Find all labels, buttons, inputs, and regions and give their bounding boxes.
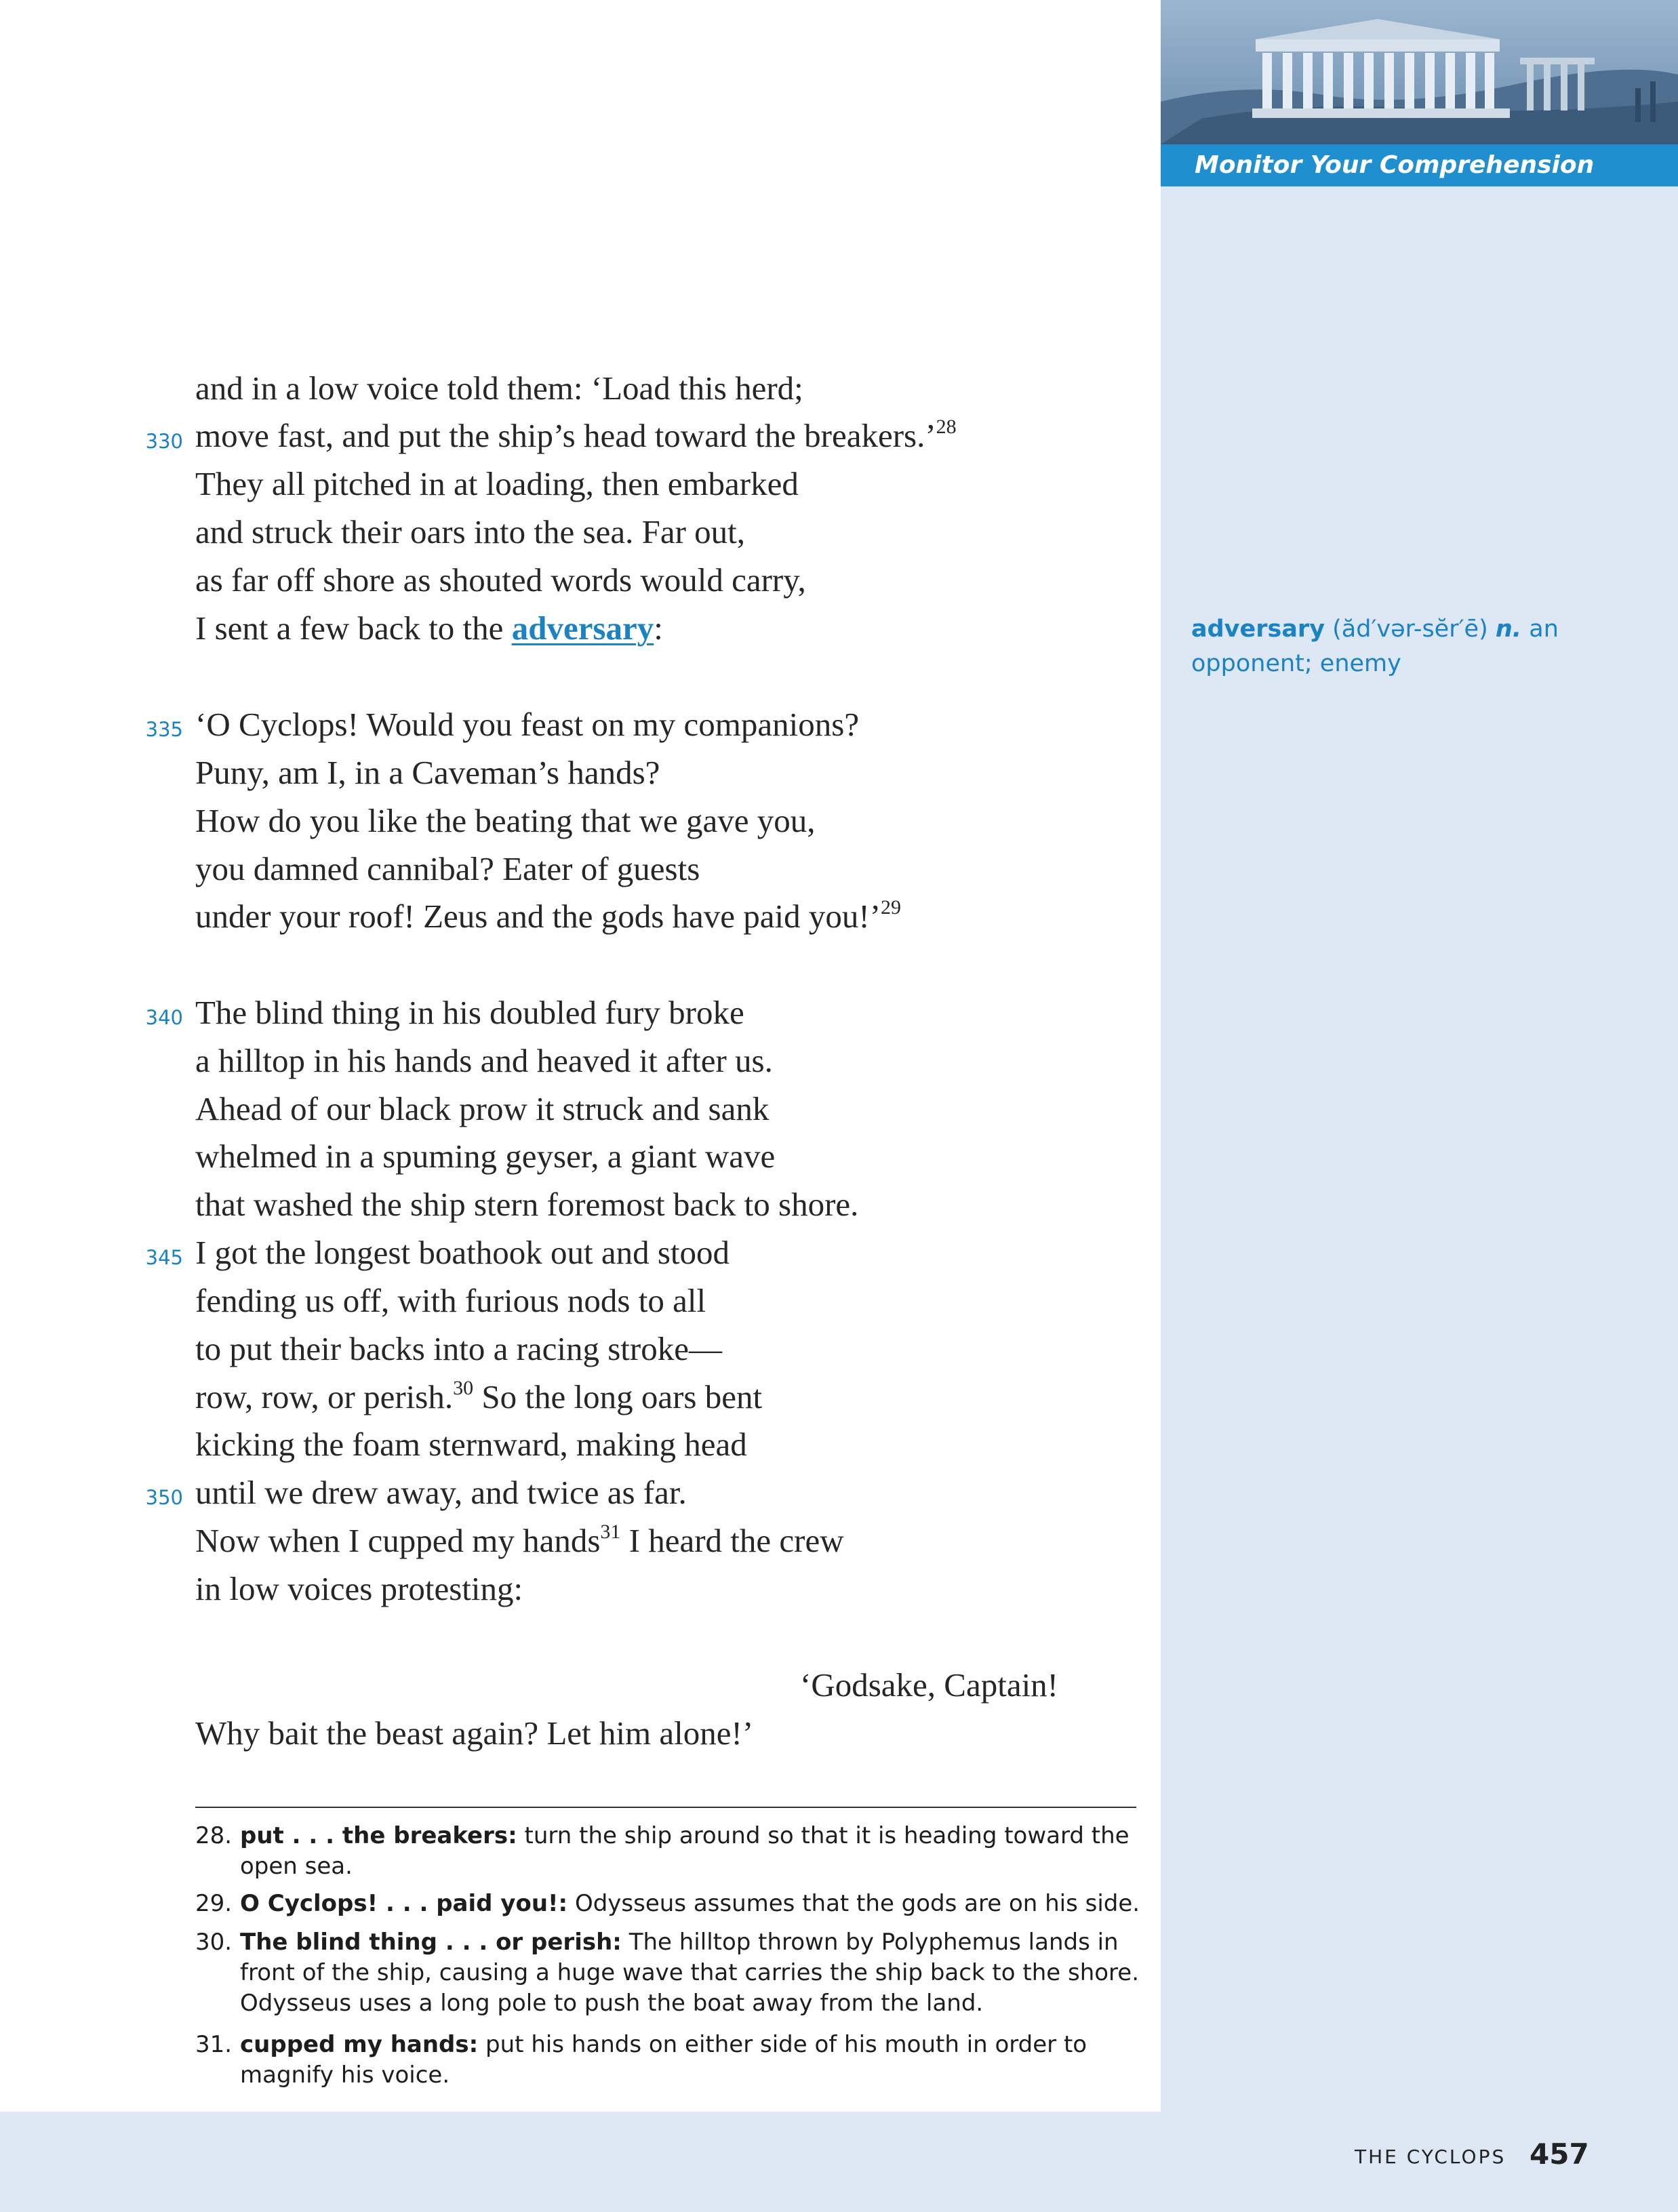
gloss-pronunciation: (ăd′vər-sĕr′ē) — [1332, 616, 1488, 643]
poem-line: Puny, am I, in a Caveman’s hands? — [195, 754, 660, 791]
line-number: 345 — [145, 1246, 183, 1269]
gloss-definition: an opponent; enemy — [1191, 616, 1559, 677]
line-number: 330 — [145, 430, 183, 453]
footnote-text: turn the ship around so that it is heading toward the open sea. — [240, 1822, 1130, 1880]
footnote-divider — [195, 1807, 1136, 1808]
sidebar-panel — [1161, 0, 1678, 2212]
poem-line: Why bait the beast again? Let him alone!’ — [195, 1714, 754, 1752]
parthenon-photo — [1161, 0, 1678, 144]
gloss-word: adversary — [1191, 616, 1325, 643]
line-number: 340 — [145, 1006, 183, 1029]
poem-line: They all pitched in at loading, then embarked — [195, 465, 799, 502]
parthenon-illustration — [1161, 0, 1678, 144]
poem-line: that washed the ship stern foremost back to shore. — [195, 1186, 859, 1223]
footnote-term: cupped my hands: — [240, 2031, 479, 2058]
poem-line — [195, 608, 663, 649]
footnote-number: 30. — [195, 1929, 233, 1956]
footnote-term: O Cyclops! . . . paid you!: — [240, 1890, 568, 1917]
poem-line: a hilltop in his hands and heaved it after us. — [195, 1042, 773, 1079]
line-text: Now when I cupped my hands — [195, 1522, 601, 1559]
line-text: So the long oars bent — [473, 1378, 763, 1415]
monitor-comprehension-label: Monitor Your Comprehension — [1161, 144, 1678, 186]
poem-line: ‘Godsake, Captain! — [800, 1666, 1058, 1704]
poem-line: I got the longest boathook out and stood — [195, 1234, 730, 1271]
line-text: I heard the crew — [620, 1522, 844, 1559]
vocabulary-gloss — [1191, 612, 1639, 681]
poem-line: and in a low voice told them: ‘Load this herd; — [195, 369, 803, 407]
poem-line: in low voices protesting: — [195, 1570, 523, 1607]
footnote-text: Odysseus assumes that the gods are on his side. — [574, 1890, 1140, 1917]
footnote — [195, 1821, 1144, 1882]
poem-line: How do you like the beating that we gave you, — [195, 802, 816, 839]
footnote-ref: 29 — [881, 896, 902, 919]
footnote-number: 31. — [195, 2031, 233, 2058]
footnote — [195, 1889, 1144, 1919]
line-text: move fast, and put the ship’s head toward the breakers.’ — [195, 417, 936, 454]
footnote — [195, 2030, 1144, 2091]
poem-line — [195, 416, 957, 456]
footnote-text: put his hands on either side of his mouth in order to magnify his voice. — [240, 2031, 1087, 2089]
line-text: : — [654, 609, 663, 647]
line-number: 350 — [145, 1486, 183, 1509]
vocab-word-link[interactable]: adversary — [511, 609, 654, 647]
poem-line: to put their backs into a racing stroke— — [195, 1330, 722, 1367]
gloss-part-of-speech: n. — [1495, 616, 1522, 643]
poem-line: until we drew away, and twice as far. — [195, 1474, 687, 1511]
poem-line — [195, 896, 901, 937]
footnote-term: put . . . the breakers: — [240, 1822, 517, 1849]
footnote-term: The blind thing . . . or perish: — [240, 1929, 622, 1956]
footnote-ref: 31 — [600, 1521, 621, 1543]
poem-line: as far off shore as shouted words would carry, — [195, 561, 806, 599]
line-text: I sent a few back to the — [195, 609, 512, 647]
poem-line: fending us off, with furious nods to all — [195, 1282, 706, 1319]
poem-line: you damned cannibal? Eater of guests — [195, 850, 700, 887]
footnote-number: 28. — [195, 1822, 233, 1849]
poem-line — [195, 1377, 762, 1417]
poem-line: The blind thing in his doubled fury broke — [195, 994, 744, 1031]
footnote — [195, 1927, 1144, 2019]
running-title: THE CYCLOPS — [1355, 2146, 1506, 2168]
footnote-text: The hilltop thrown by Polyphemus lands in front of the ship, causing a huge wave that carries the ship back to the shore. Odysseus uses a long pole to push the boat away from the land. — [240, 1929, 1139, 2017]
page-number: 457 — [1530, 2137, 1589, 2171]
line-text: under your roof! Zeus and the gods have paid you!’ — [195, 898, 881, 935]
poem-line: kicking the foam sternward, making head — [195, 1426, 747, 1463]
footnote-ref: 28 — [936, 416, 957, 438]
poem-line: Ahead of our black prow it struck and sank — [195, 1090, 770, 1127]
poem-line — [195, 1521, 844, 1561]
poem-line: ‘O Cyclops! Would you feast on my companions? — [195, 706, 860, 743]
footnote-number: 29. — [195, 1890, 233, 1917]
poem-line: whelmed in a spuming geyser, a giant wave — [195, 1138, 776, 1175]
poem-line: and struck their oars into the sea. Far out, — [195, 513, 746, 550]
line-text: row, row, or perish. — [195, 1378, 454, 1415]
line-number: 335 — [145, 718, 183, 741]
footnote-ref: 30 — [453, 1377, 474, 1399]
